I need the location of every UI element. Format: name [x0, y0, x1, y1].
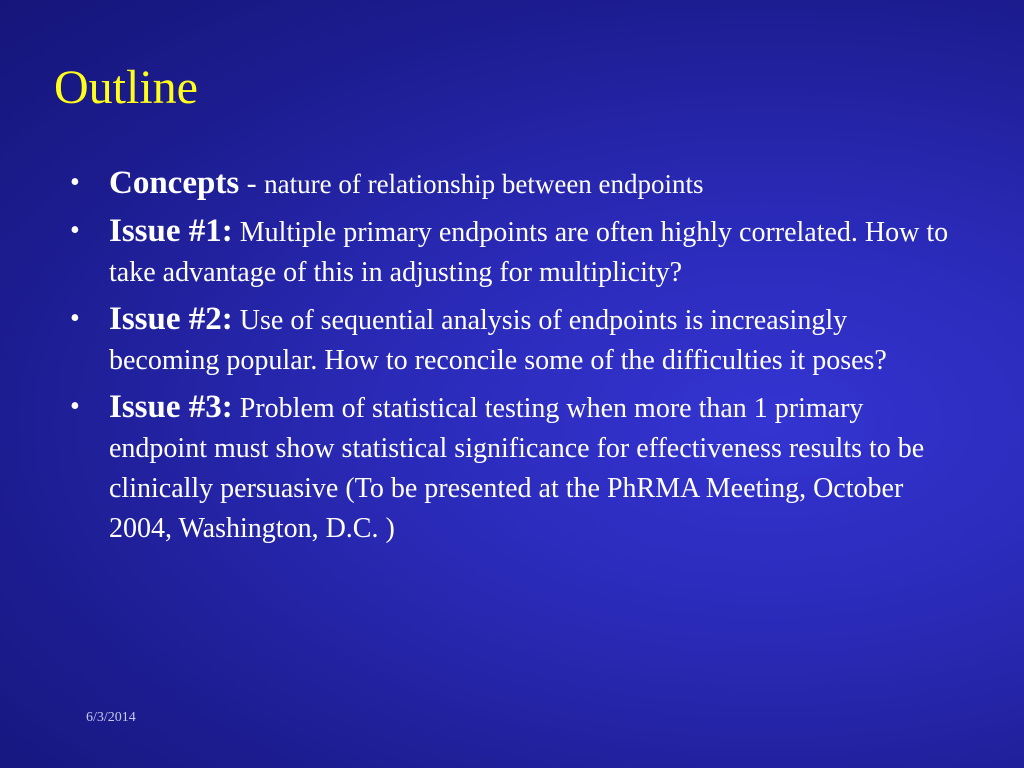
bullet-separator: - [239, 167, 265, 200]
bullet-list [70, 163, 960, 555]
bullet-body: nature of relationship between endpoints [264, 169, 704, 199]
bullet-separator [233, 217, 240, 248]
bullet-icon: • [70, 215, 80, 246]
bullet-separator [233, 393, 240, 424]
bullet-item-issue-1 [70, 211, 960, 293]
bullet-body: Multiple primary endpoints are often highly correlated. How to take advantage of this in adjusting for multiplicity? [109, 217, 949, 288]
bullet-body: Use of sequential analysis of endpoints is increasingly becoming popular. How to reconcile some of the difficulties it poses? [109, 305, 887, 376]
bullet-icon: • [70, 391, 80, 422]
bullet-icon: • [70, 303, 80, 334]
bullet-lead: Issue #3: [109, 389, 233, 425]
bullet-body: Problem of statistical testing when more than 1 primary endpoint must show statistical significance for effectiveness results to be clinically persuasive (To be presented at the PhRMA Meeting, October 2004, Washington, D.C. ) [109, 393, 925, 544]
bullet-lead: Issue #2: [109, 301, 233, 337]
bullet-separator [233, 305, 240, 336]
bullet-item-issue-3 [70, 387, 960, 549]
bullet-lead: Issue #1: [109, 213, 233, 249]
bullet-item-issue-2 [70, 299, 960, 381]
bullet-icon: • [70, 167, 80, 198]
slide-title: Outline [54, 61, 198, 114]
bullet-lead: Concepts [109, 165, 240, 201]
slide-date: 6/3/2014 [86, 710, 136, 725]
bullet-item-concepts [70, 163, 960, 205]
